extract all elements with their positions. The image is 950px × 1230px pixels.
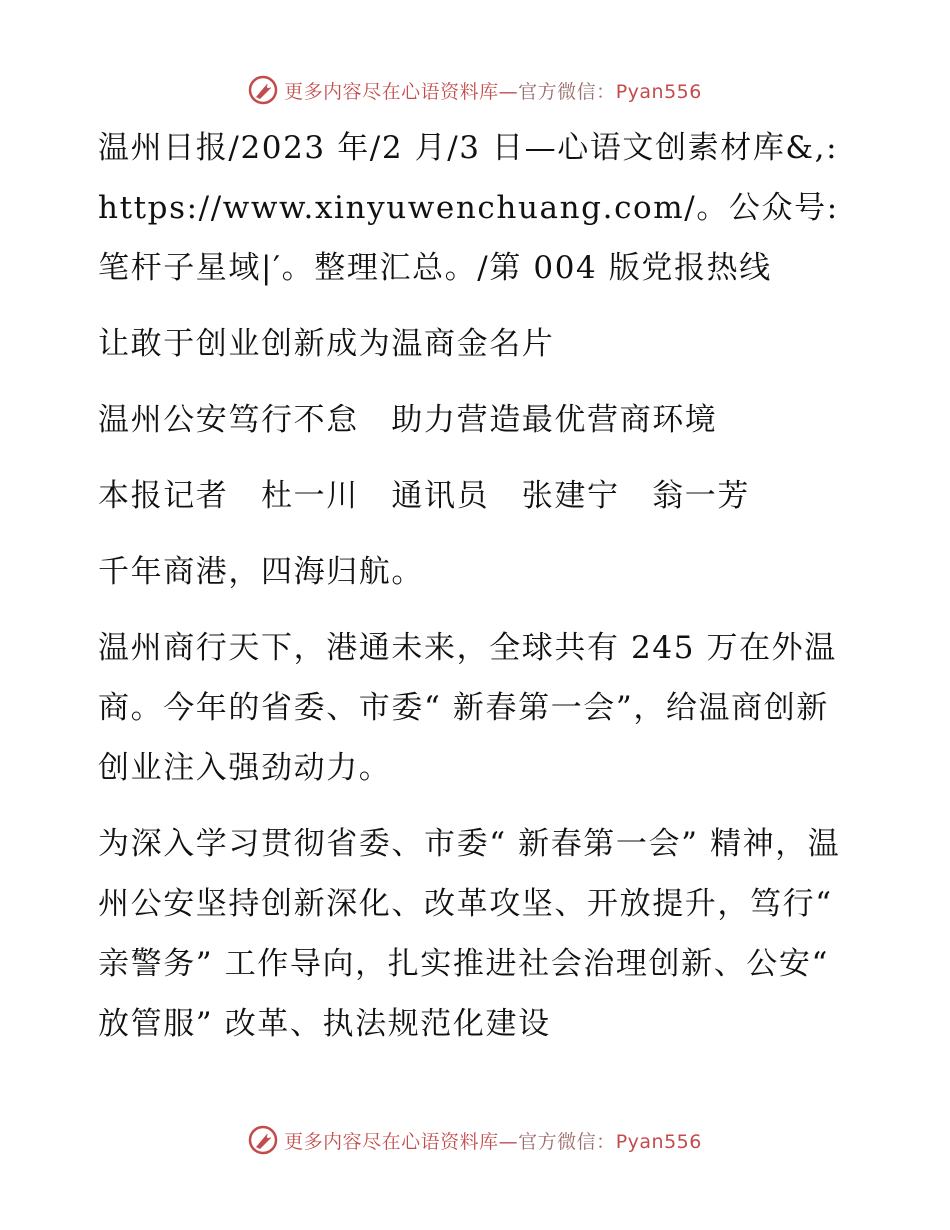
article-paragraph: 温州商行天下，港通未来，全球共有 245 万在外温商。今年的省委、市委“ 新春第一会”，给温商创新创业注入强劲动力。 bbox=[98, 630, 837, 786]
watermark-wechat-label: 官方微信： bbox=[518, 1130, 616, 1153]
watermark-banner-bottom bbox=[0, 1120, 950, 1160]
watermark-site-text: 更多内容尽在心语资料库 bbox=[284, 80, 499, 103]
article-paragraph: 为深入学习贯彻省委、市委“ 新春第一会” 精神，温州公安坚持创新深化、改革攻坚、开放提升，笃行“ 亲警务” 工作导向，扎实推进社会治理创新、公安“ 放管服” 改革、执法规范化建设 bbox=[98, 826, 841, 1042]
article-subheadline: 温州公安笃行不怠 助力营造最优营商环境 bbox=[98, 402, 718, 438]
pen-nib-logo-icon bbox=[248, 75, 278, 105]
watermark-wechat-id: Pyan556 bbox=[615, 80, 702, 103]
watermark-wechat-label: 官方微信： bbox=[518, 80, 616, 103]
pen-nib-logo-icon bbox=[248, 1125, 278, 1155]
watermark-site-text: 更多内容尽在心语资料库 bbox=[284, 1130, 499, 1153]
watermark-text bbox=[284, 1127, 702, 1154]
watermark-text bbox=[284, 77, 702, 104]
article-byline: 本报记者 杜一川 通讯员 张建宁 翁一芳 bbox=[98, 478, 750, 514]
article-source-line: 温州日报/2023 年/2 月/3 日—心语文创素材库&,: https://www.xinyuwenchuang.com/。公众号: 笔杆子星域|′。整理汇总。/第 004 版党报热线 bbox=[98, 130, 839, 286]
watermark-wechat-id: Pyan556 bbox=[615, 1130, 702, 1153]
article-body bbox=[98, 118, 850, 1070]
watermark-separator: — bbox=[498, 1130, 519, 1153]
watermark-separator: — bbox=[498, 80, 519, 103]
article-headline: 让敢于创业创新成为温商金名片 bbox=[98, 326, 555, 362]
article-paragraph: 千年商港，四海归航。 bbox=[98, 554, 424, 590]
watermark-banner-top bbox=[0, 70, 950, 110]
